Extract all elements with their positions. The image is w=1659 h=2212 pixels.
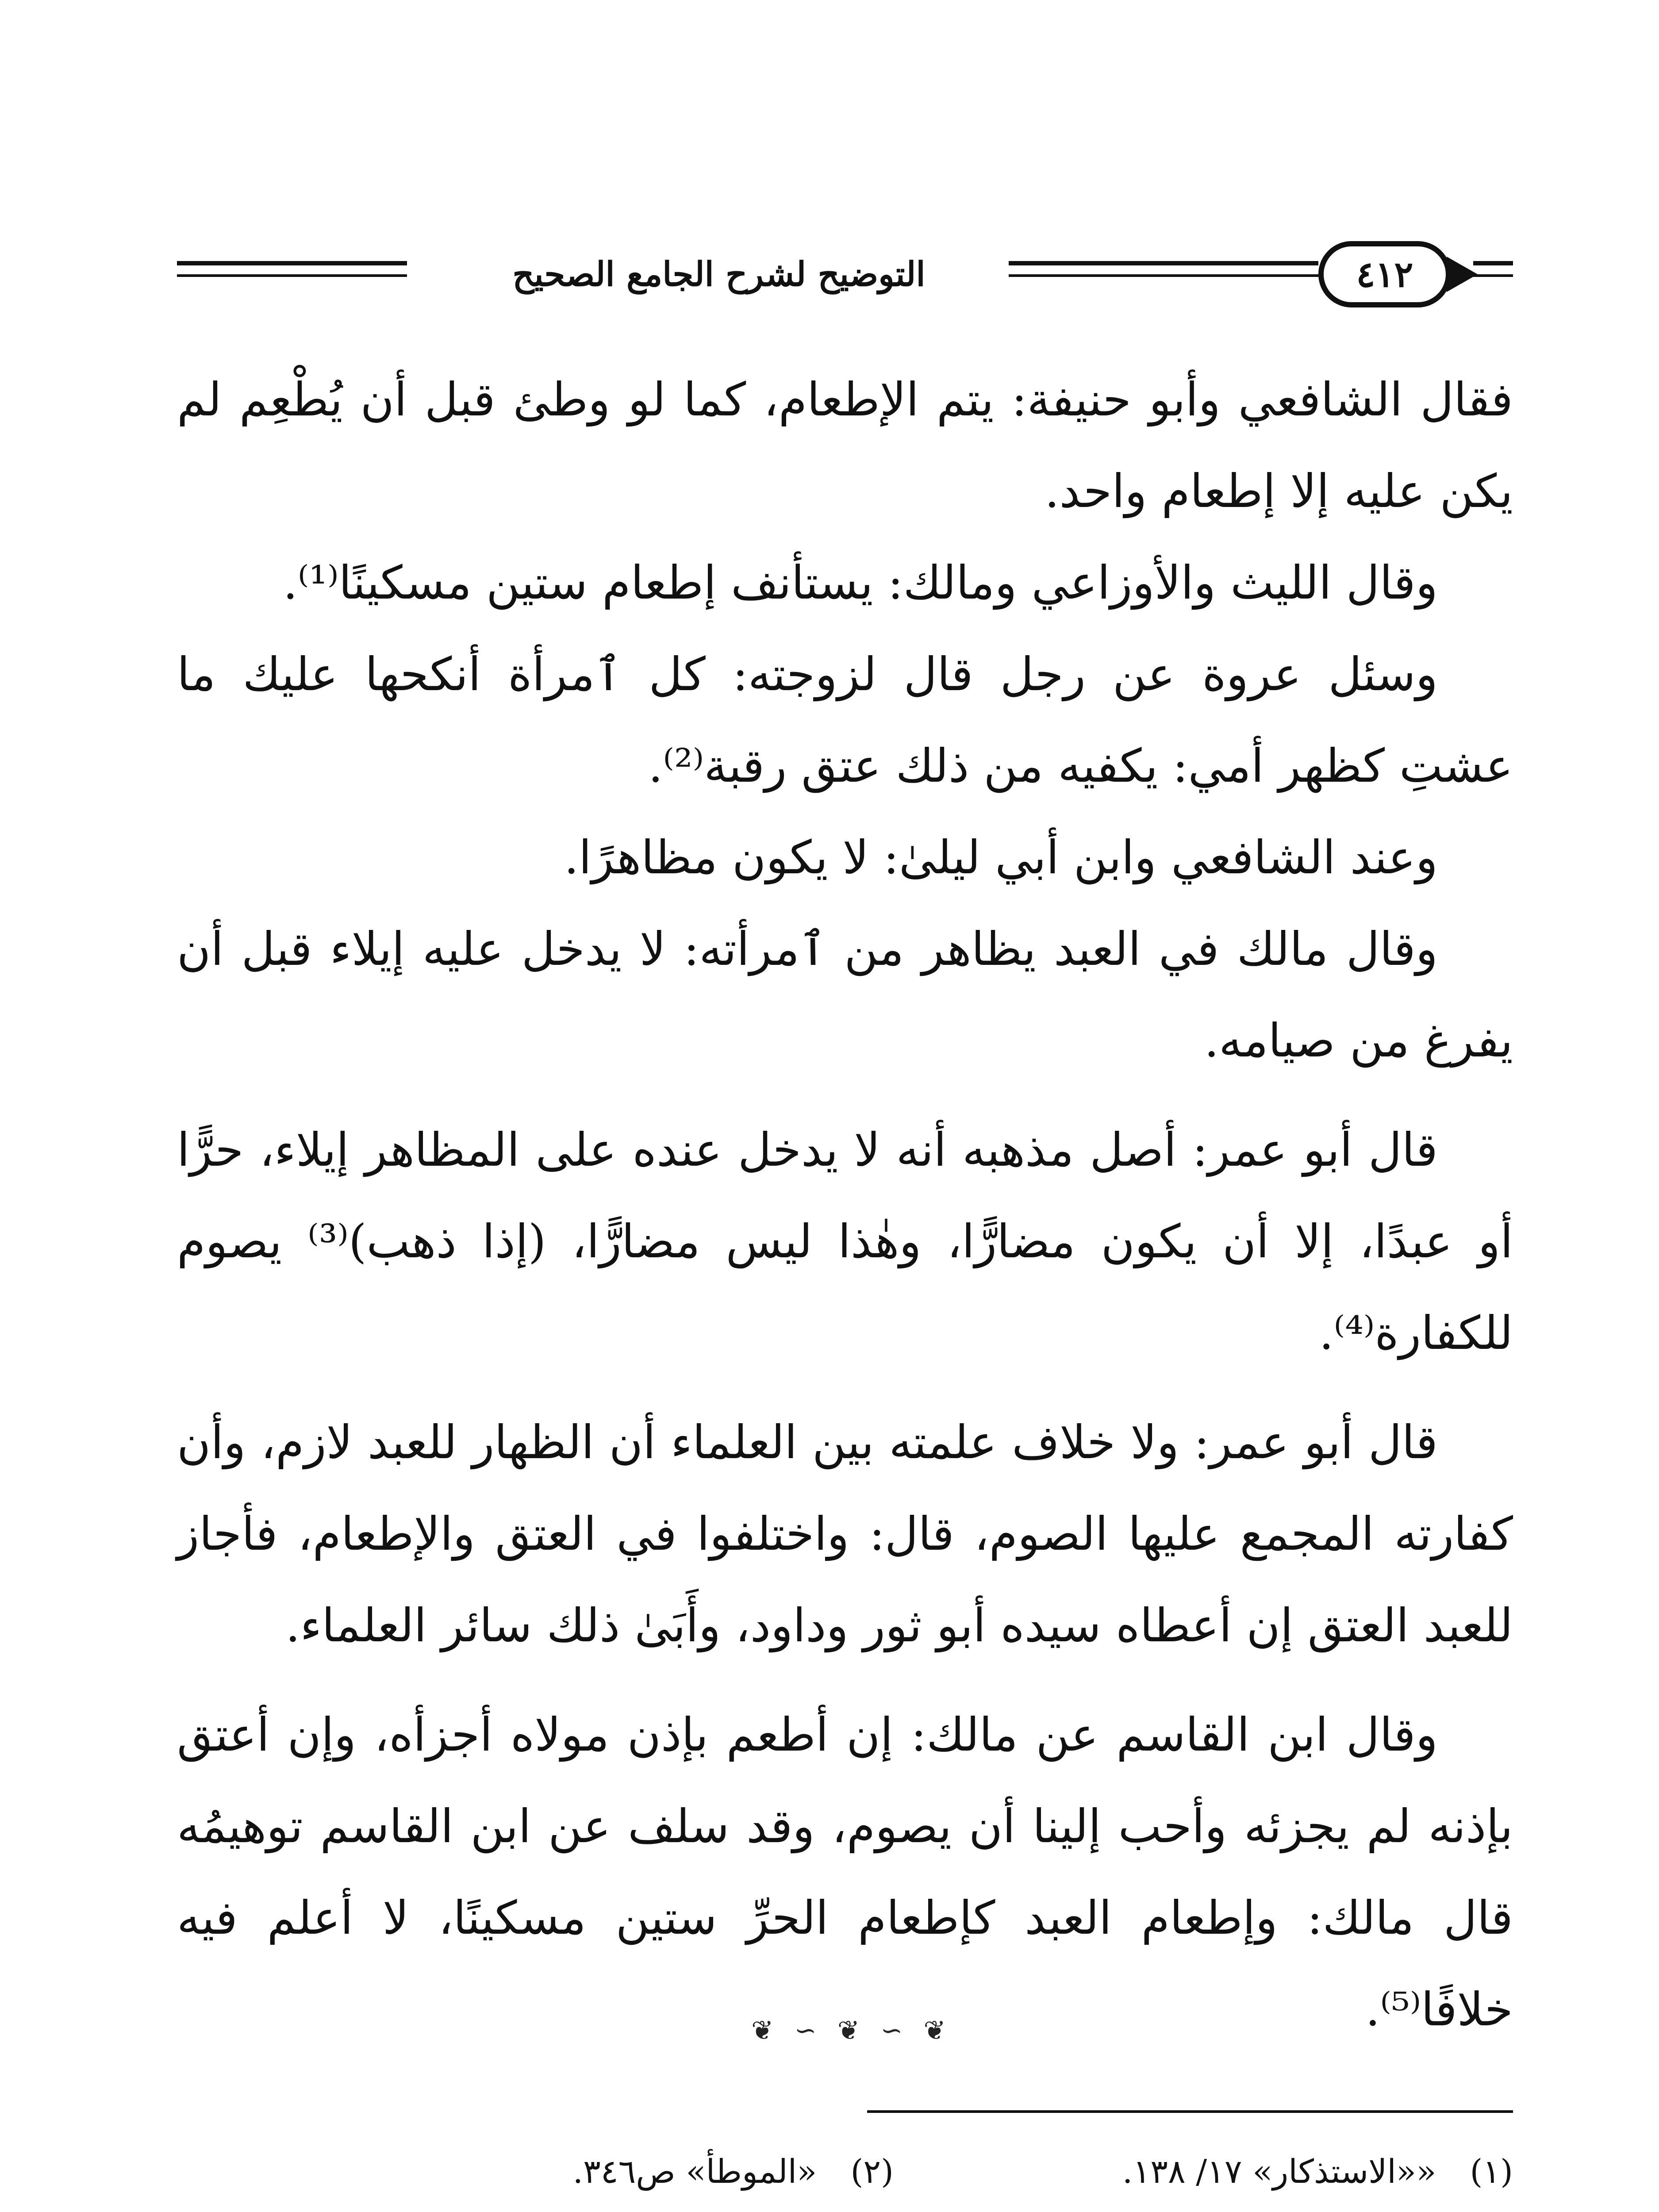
paragraph-5: وقال مالك في العبد يظاهر من ٱمرأته: لا يدخل عليه إيلاء قبل أن يفرغ من صيامه. (177, 922, 1513, 1068)
footnote-number: (١) (1470, 2153, 1513, 2191)
footnote-separator (867, 2110, 1513, 2113)
paragraph-1: فقال الشافعي وأبو حنيفة: يتم الإطعام، كما لو وطئ قبل أن يُطْعِم لم يكن عليه إلا إطعام واحد. (177, 373, 1513, 518)
paragraph-3: وسئل عروة عن رجل قال لزوجته: كل ٱمرأة أنكحها عليك ما عشتِ كظهر أمي: يكفيه من ذلك عتق رقبة⁽²⁾. (177, 647, 1513, 793)
header-rule-middle-bottom (1009, 274, 1318, 277)
paragraph-4: وعند الشافعي وابن أبي ليلىٰ: لا يكون مظاهرًا. (564, 830, 1438, 884)
running-title: التوضيح لشرح الجامع الصحيح (512, 254, 926, 294)
paragraph-gap (177, 1087, 1513, 1104)
footnote-text: «الموطأ» ص٣٤٦. (572, 2153, 817, 2191)
paragraph-2: وقال الليث والأوزاعي ومالك: يستأنف إطعام ستين مسكينًا⁽¹⁾. (283, 556, 1438, 610)
footnote-2 (573, 2137, 894, 2207)
footnote-number (1447, 2207, 1513, 2212)
header-rule-right-top (1473, 261, 1513, 265)
footnote-1 (894, 2137, 1513, 2207)
footnotes (265, 2137, 1513, 2212)
paragraph-gap (177, 1671, 1513, 1689)
header-rule-left-bottom (177, 274, 407, 277)
paragraph-6: قال أبو عمر: أصل مذهبه أنه لا يدخل عنده على المظاهر إيلاء، حرًّا أو عبدًا، إلا أن يكون مضارًّا، وهٰذا ليس مضارًّا، (إذا ذهب)⁽³⁾ يصوم للكفارة⁽⁴⁾. (177, 1123, 1513, 1360)
paragraph-gap (177, 1379, 1513, 1397)
paragraph-8: وقال ابن القاسم عن مالك: إن أطعم بإذن مولاه أجزأه، وإن أعتق بإذنه لم يجزئه وأحب إلينا أن يصوم، وقد سلف عن ابن القاسم توهيمُه قال مالك: وإطعام العبد كإطعام الحرِّ ستين مسكينًا، لا أعلم فيه خلافًا⁽⁵⁾. (177, 1708, 1513, 2036)
main-text (177, 354, 1513, 2055)
page-number: ٤١٢ (1356, 253, 1413, 295)
header-rule-middle-top (1009, 261, 1318, 265)
paragraph-7: قال أبو عمر: ولا خلاف علمته بين العلماء أن الظهار للعبد لازم، وأن كفارته المجمع عليها الصوم، قال: واختلفوا في العتق والإطعام، فأجاز للعبد العتق إن أعطاه سيده أبو ثور وداود، وأَبَىٰ ذلك سائر العلماء. (177, 1415, 1513, 1652)
footnote-text: ««الاستذكار» ١٧/ ١٣٨. (1122, 2153, 1436, 2191)
footnote-row-1 (265, 2137, 1513, 2207)
footnote-number: (٢) (850, 2153, 894, 2191)
footnote-row-2 (265, 2207, 1513, 2212)
footnote-3 (702, 2207, 1513, 2212)
running-header (177, 230, 1513, 319)
section-ornament: ❦ ∽ ❦ ∽ ❦ (751, 2015, 952, 2046)
page-number-badge (1318, 241, 1451, 307)
header-rule-right-bottom (1473, 274, 1513, 277)
header-rule-left-top (177, 261, 407, 265)
